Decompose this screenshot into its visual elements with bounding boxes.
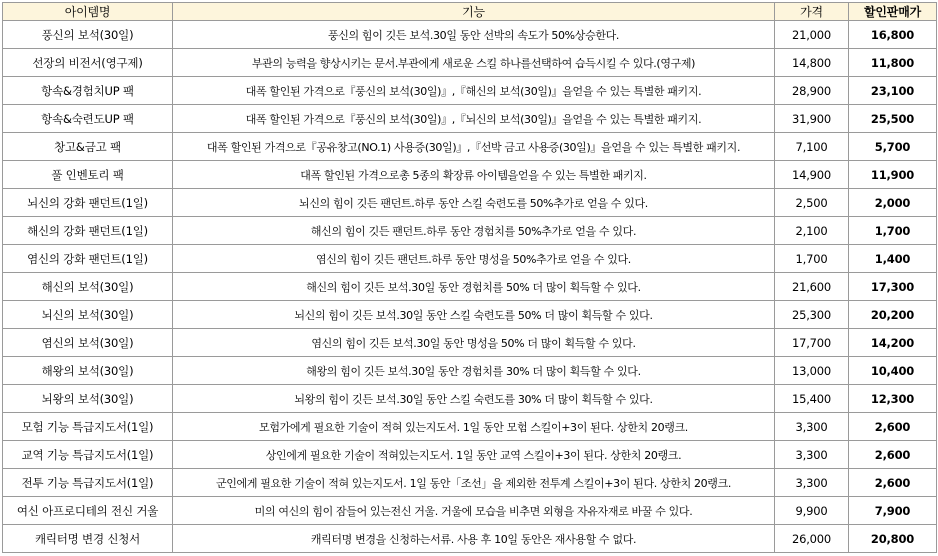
header-sale-price: 할인판매가 bbox=[849, 3, 937, 21]
item-name-cell: 해신의 보석(30일) bbox=[3, 273, 173, 301]
price-cell: 25,300 bbox=[775, 301, 849, 329]
table-row bbox=[3, 413, 937, 441]
table-row bbox=[3, 441, 937, 469]
table-header-row bbox=[3, 3, 937, 21]
price-cell: 14,900 bbox=[775, 161, 849, 189]
price-cell: 3,300 bbox=[775, 441, 849, 469]
table-row bbox=[3, 273, 937, 301]
item-name-cell: 뇌신의 보석(30일) bbox=[3, 301, 173, 329]
sale-price-cell: 23,100 bbox=[849, 77, 937, 105]
function-cell: 해신의 힘이 깃든 보석.30일 동안 경험치를 50% 더 많이 획득할 수 있다. bbox=[173, 273, 775, 301]
function-cell: 해왕의 힘이 깃든 보석.30일 동안 경험치를 30% 더 많이 획득할 수 있다. bbox=[173, 357, 775, 385]
table-row bbox=[3, 385, 937, 413]
item-name-cell: 풀 인벤토리 팩 bbox=[3, 161, 173, 189]
price-cell: 3,300 bbox=[775, 469, 849, 497]
item-name-cell: 뇌왕의 보석(30일) bbox=[3, 385, 173, 413]
sale-price-cell: 12,300 bbox=[849, 385, 937, 413]
table-row bbox=[3, 525, 937, 553]
sale-price-cell: 10,400 bbox=[849, 357, 937, 385]
item-name-cell: 해신의 강화 팬던트(1일) bbox=[3, 217, 173, 245]
sale-price-cell: 7,900 bbox=[849, 497, 937, 525]
item-name-cell: 모험 기능 특급지도서(1일) bbox=[3, 413, 173, 441]
price-cell: 15,400 bbox=[775, 385, 849, 413]
table-row bbox=[3, 329, 937, 357]
price-cell: 2,500 bbox=[775, 189, 849, 217]
function-cell: 대폭 할인된 가격으로『공유창고(NO.1) 사용증(30일)』,『선박 금고 사용증(30일)』을얻을 수 있는 특별한 패키지. bbox=[173, 133, 775, 161]
item-name-cell: 전투 기능 특급지도서(1일) bbox=[3, 469, 173, 497]
sale-price-cell: 1,400 bbox=[849, 245, 937, 273]
price-cell: 21,000 bbox=[775, 21, 849, 49]
table-row bbox=[3, 301, 937, 329]
sale-price-cell: 20,800 bbox=[849, 525, 937, 553]
sale-price-cell: 2,000 bbox=[849, 189, 937, 217]
sale-price-cell: 11,800 bbox=[849, 49, 937, 77]
header-price: 가격 bbox=[775, 3, 849, 21]
sale-price-cell: 2,600 bbox=[849, 441, 937, 469]
price-cell: 2,100 bbox=[775, 217, 849, 245]
sale-price-cell: 17,300 bbox=[849, 273, 937, 301]
price-cell: 13,000 bbox=[775, 357, 849, 385]
function-cell: 해신의 힘이 깃든 팬던트.하루 동안 경험치를 50%추가로 얻을 수 있다. bbox=[173, 217, 775, 245]
price-cell: 7,100 bbox=[775, 133, 849, 161]
table-body bbox=[3, 21, 937, 553]
item-name-cell: 염신의 강화 팬던트(1일) bbox=[3, 245, 173, 273]
price-cell: 1,700 bbox=[775, 245, 849, 273]
function-cell: 염신의 힘이 깃든 보석.30일 동안 명성을 50% 더 많이 획득할 수 있다. bbox=[173, 329, 775, 357]
table-row bbox=[3, 133, 937, 161]
item-name-cell: 염신의 보석(30일) bbox=[3, 329, 173, 357]
table-row bbox=[3, 49, 937, 77]
function-cell: 대폭 할인된 가격으로『풍신의 보석(30일)』,『해신의 보석(30일)』을얻을 수 있는 특별한 패키지. bbox=[173, 77, 775, 105]
price-cell: 26,000 bbox=[775, 525, 849, 553]
sale-price-cell: 14,200 bbox=[849, 329, 937, 357]
table-row bbox=[3, 497, 937, 525]
sale-price-cell: 5,700 bbox=[849, 133, 937, 161]
price-cell: 14,800 bbox=[775, 49, 849, 77]
sale-price-cell: 11,900 bbox=[849, 161, 937, 189]
sale-price-cell: 2,600 bbox=[849, 469, 937, 497]
function-cell: 대폭 할인된 가격으로『풍신의 보석(30일)』,『뇌신의 보석(30일)』을얻을 수 있는 특별한 패키지. bbox=[173, 105, 775, 133]
item-name-cell: 캐릭터명 변경 신청서 bbox=[3, 525, 173, 553]
function-cell: 미의 여신의 힘이 잠들어 있는전신 거울. 거울에 모습을 비추면 외형을 자유자재로 바꿀 수 있다. bbox=[173, 497, 775, 525]
function-cell: 모험가에게 필요한 기술이 적혀 있는지도서. 1일 동안 모험 스킬이+3이 된다. 상한치 20랭크. bbox=[173, 413, 775, 441]
sale-price-cell: 25,500 bbox=[849, 105, 937, 133]
table-row bbox=[3, 21, 937, 49]
item-name-cell: 항속&숙련도UP 팩 bbox=[3, 105, 173, 133]
table-row bbox=[3, 77, 937, 105]
table-row bbox=[3, 217, 937, 245]
price-cell: 3,300 bbox=[775, 413, 849, 441]
table-row bbox=[3, 357, 937, 385]
function-cell: 부관의 능력을 향상시키는 문서.부관에게 새로운 스킬 하나를선택하여 습득시킬 수 있다.(영구제) bbox=[173, 49, 775, 77]
table-row bbox=[3, 161, 937, 189]
function-cell: 대폭 할인된 가격으로총 5종의 확장류 아이템을얻을 수 있는 특별한 패키지. bbox=[173, 161, 775, 189]
price-cell: 21,600 bbox=[775, 273, 849, 301]
function-cell: 풍신의 힘이 깃든 보석.30일 동안 선박의 속도가 50%상승한다. bbox=[173, 21, 775, 49]
item-name-cell: 풍신의 보석(30일) bbox=[3, 21, 173, 49]
sale-price-cell: 20,200 bbox=[849, 301, 937, 329]
price-cell: 28,900 bbox=[775, 77, 849, 105]
table-row bbox=[3, 189, 937, 217]
price-cell: 31,900 bbox=[775, 105, 849, 133]
table-row bbox=[3, 105, 937, 133]
header-function: 기능 bbox=[173, 3, 775, 21]
item-name-cell: 뇌신의 강화 팬던트(1일) bbox=[3, 189, 173, 217]
table-row bbox=[3, 469, 937, 497]
item-name-cell: 항속&경험치UP 팩 bbox=[3, 77, 173, 105]
function-cell: 상인에게 필요한 기술이 적혀있는지도서. 1일 동안 교역 스킬이+3이 된다. 상한치 20랭크. bbox=[173, 441, 775, 469]
function-cell: 캐릭터명 변경을 신청하는서류. 사용 후 10일 동안은 재사용할 수 없다. bbox=[173, 525, 775, 553]
function-cell: 뇌신의 힘이 깃든 팬던트.하루 동안 스킬 숙련도를 50%추가로 얻을 수 있다. bbox=[173, 189, 775, 217]
header-item-name: 아이템명 bbox=[3, 3, 173, 21]
function-cell: 뇌왕의 힘이 깃든 보석.30일 동안 스킬 숙련도를 30% 더 많이 획득할 수 있다. bbox=[173, 385, 775, 413]
sale-price-cell: 16,800 bbox=[849, 21, 937, 49]
function-cell: 뇌신의 힘이 깃든 보석.30일 동안 스킬 숙련도를 50% 더 많이 획득할 수 있다. bbox=[173, 301, 775, 329]
item-name-cell: 창고&금고 팩 bbox=[3, 133, 173, 161]
price-cell: 9,900 bbox=[775, 497, 849, 525]
item-price-table bbox=[2, 2, 937, 553]
sale-price-cell: 1,700 bbox=[849, 217, 937, 245]
item-name-cell: 여신 아프로디테의 전신 거울 bbox=[3, 497, 173, 525]
item-name-cell: 선장의 비전서(영구제) bbox=[3, 49, 173, 77]
table-row bbox=[3, 245, 937, 273]
sale-price-cell: 2,600 bbox=[849, 413, 937, 441]
function-cell: 군인에게 필요한 기술이 적혀 있는지도서. 1일 동안「조선」을 제외한 전투계 스킬이+3이 된다. 상한치 20랭크. bbox=[173, 469, 775, 497]
item-name-cell: 해왕의 보석(30일) bbox=[3, 357, 173, 385]
function-cell: 염신의 힘이 깃든 팬던트.하루 동안 명성을 50%추가로 얻을 수 있다. bbox=[173, 245, 775, 273]
price-cell: 17,700 bbox=[775, 329, 849, 357]
item-name-cell: 교역 기능 특급지도서(1일) bbox=[3, 441, 173, 469]
